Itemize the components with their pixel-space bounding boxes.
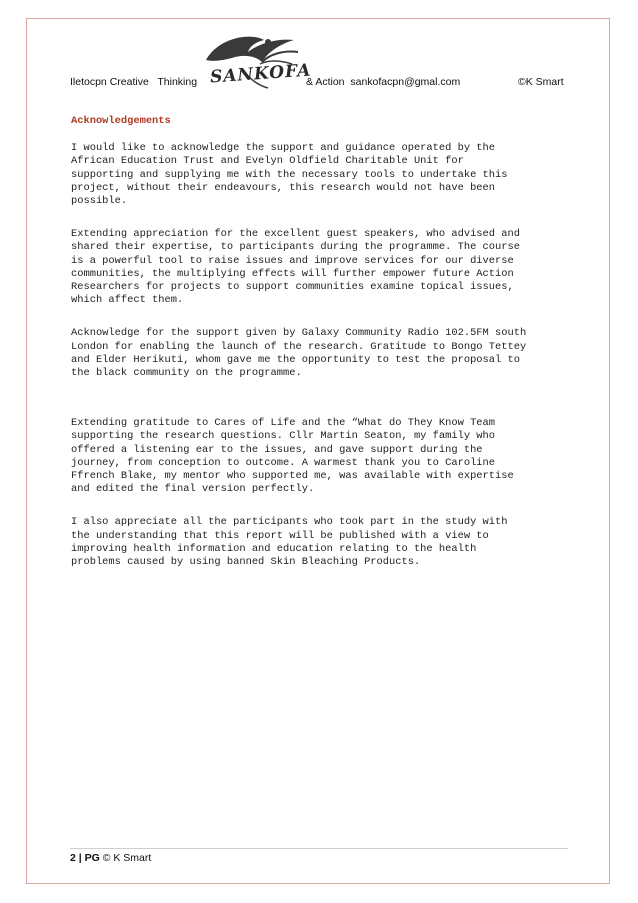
paragraph-2: Extending appreciation for the excellent guest speakers, who advised and shared their expertise, to participants during the programme. The course is a powerful tool to raise issues and improve services for our diverse communities, the multiplying effects will further empower future Action Researchers for projects to support communities examine topical issues, which affect them. [71, 228, 520, 307]
header-email-text: & Action sankofacpn@gmal.com [306, 76, 461, 88]
page-footer [70, 852, 151, 864]
page-number: 2 [70, 852, 76, 864]
paragraph-1: I would like to acknowledge the support and guidance operated by the African Education Trust and Evelyn Oldfield Charitable Unit for supporting and supplying me with the necessary tools to undertake this project, without their endeavours, this research would not have been possible. [71, 142, 508, 208]
footer-divider [70, 848, 568, 849]
header-copyright: ©K Smart [518, 76, 564, 88]
page-header [70, 74, 570, 92]
paragraph-5: I also appreciate all the participants who took part in the study with the understanding that this report will be published with a view to improving health information and education relating to the health problems caused by using banned Skin Bleaching Products. [71, 516, 508, 569]
footer-separator: | [75, 852, 85, 864]
page-content [71, 115, 571, 569]
header-left-text: Iletocpn Creative Thinking [70, 76, 198, 88]
footer-copyright: © K Smart [99, 852, 152, 864]
footer-pg-label: PG [84, 852, 100, 864]
paragraph-4: Extending gratitude to Cares of Life and the “What do They Know Team supporting the research questions. Cllr Martin Seaton, my family who offered a listening ear to the issues, and gave support during the journey, from conception to outcome. A warmest thank you to Caroline Ffrench Blake, my mentor who supported me, was available with expertise and edited the final version perfectly. [71, 417, 514, 496]
logo-wordmark: SANKOFA [209, 60, 312, 88]
paragraph-3: Acknowledge for the support given by Galaxy Community Radio 102.5FM south London for enabling the launch of the research. Gratitude to Bongo Tettey and Elder Herikuti, whom gave me the opportunity to test the proposal to the black community on the programme. [71, 327, 527, 380]
section-heading: Acknowledgements [71, 115, 171, 127]
